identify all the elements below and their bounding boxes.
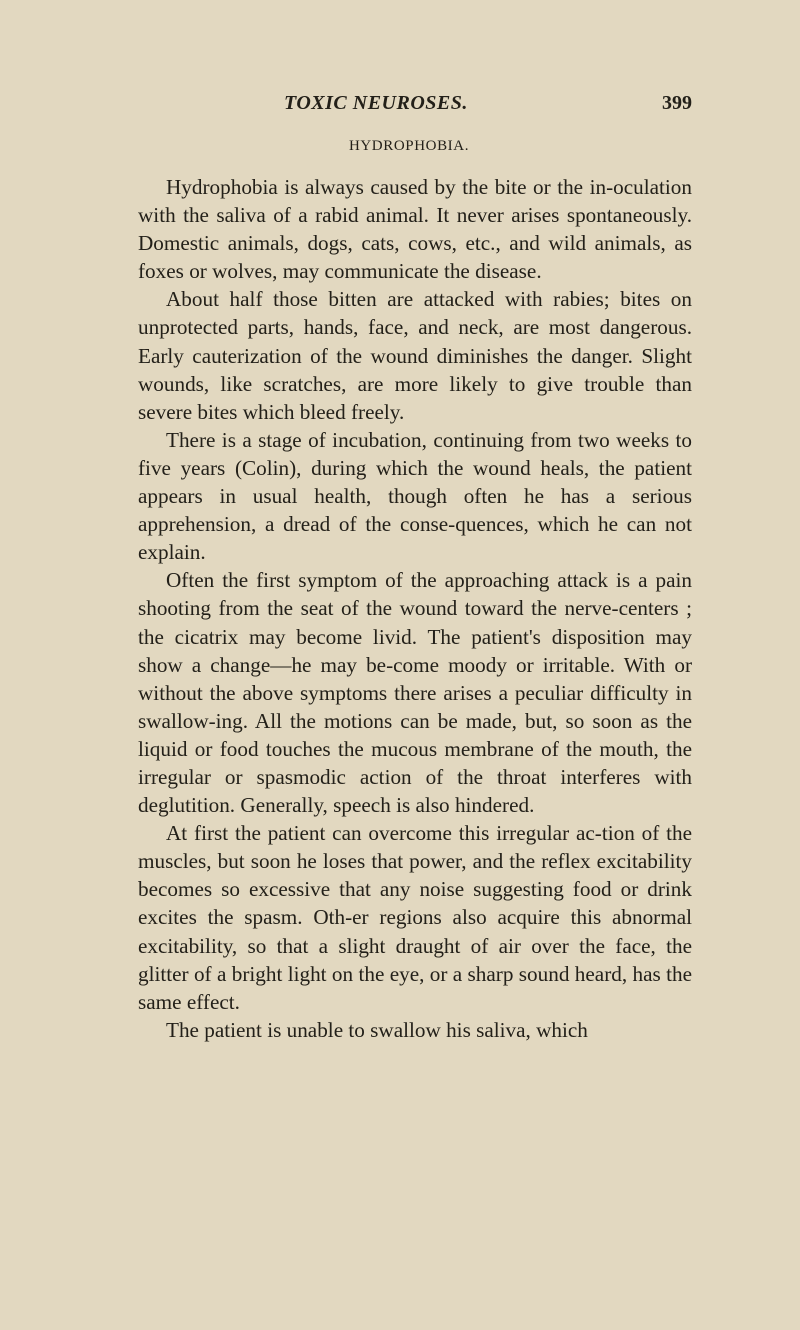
paragraph: Hydrophobia is always caused by the bite or the in-oculation with the saliva of a rabid animal. It never arises spontaneously. Domestic animals, dogs, cats, cows, etc., and wild animals, as foxes or wolves, may communicate the disease. (138, 175, 692, 284)
running-header (138, 92, 692, 126)
running-title: TOXIC NEUROSES. (284, 92, 468, 114)
body-text (138, 173, 692, 1044)
paragraph: There is a stage of incubation, continuing from two weeks to five years (Colin), during which the wound heals, the patient appears in usual health, though often he has a serious apprehension, a dread of the conse-quences, which he can not explain. (138, 427, 692, 565)
paragraph: About half those bitten are attacked with rabies; bites on unprotected parts, hands, face, and neck, are most dangerous. Early cauterization of the wound diminishes the danger. Slight wounds, like scratches, are more likely to give trouble than severe bites which bleed freely. (138, 287, 692, 424)
paragraph: The patient is unable to swallow his saliva, which (166, 1017, 588, 1042)
paragraph: At first the patient can overcome this irregular ac-tion of the muscles, but soon he loses that power, and the reflex excitability becomes so excessive that any noise suggesting food or drink excites the spasm. Oth-er regions also acquire this abnormal excitability, so that a slight draught of air over the face, the glitter of a bright light on the eye, or a sharp sound heard, has the same effect. (138, 821, 692, 1014)
page-number: 399 (662, 92, 692, 114)
section-heading: HYDROPHOBIA. (348, 138, 470, 154)
paragraph: Often the first symptom of the approaching attack is a pain shooting from the seat of the wound toward the nerve-centers ; the cicatrix may become livid. The patient's disposition may show a change—he may be-come moody or irritable. With or without the above symptoms there arises a peculiar difficulty in swallow-ing. All the motions can be made, but, so soon as the liquid or food touches the mucous membrane of the mouth, the irregular or spasmodic action of the throat interferes with deglutition. Generally, speech is also hindered. (138, 568, 692, 818)
